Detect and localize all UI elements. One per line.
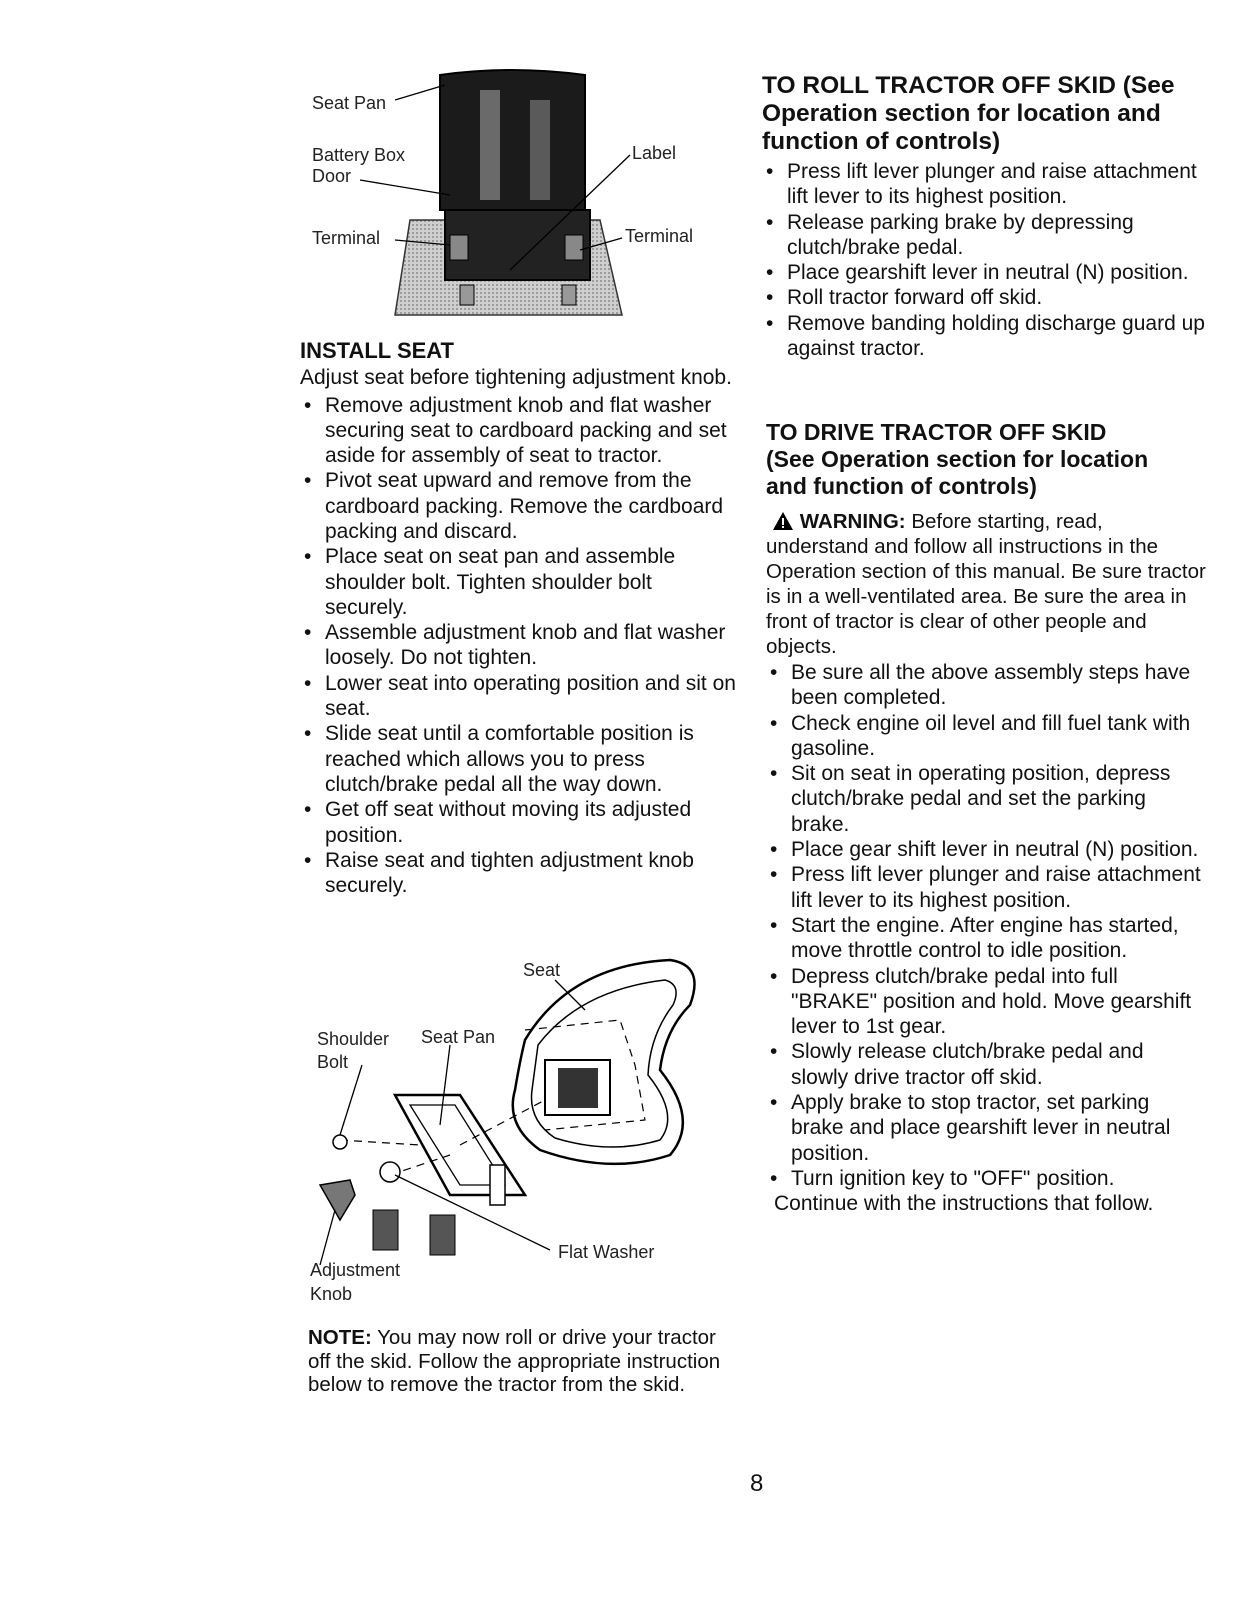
drive-off-heading-3: and function of controls) <box>766 473 1037 499</box>
drive-off-list <box>766 660 1206 1191</box>
list-item: • Get off seat without moving its adjusted position. <box>300 797 740 848</box>
drive-off-closing: Continue with the instructions that follow. <box>774 1192 1154 1216</box>
label-flat-washer: Flat Washer <box>558 1242 655 1262</box>
list-item: • Press lift lever plunger and raise attachment lift lever to its highest position. <box>762 159 1207 210</box>
label-label: Label <box>632 143 677 163</box>
list-item: • Be sure all the above assembly steps have been completed. <box>766 660 1206 711</box>
list-item: • Place gearshift lever in neutral (N) position. <box>762 260 1207 285</box>
label-seat-pan-2: Seat Pan <box>421 1027 496 1047</box>
list-item: • Lower seat into operating position and sit on seat. <box>300 671 740 722</box>
roll-off-section <box>762 72 1207 361</box>
install-seat-list <box>300 393 740 899</box>
list-item: • Release parking brake by depressing clutch/brake pedal. <box>762 210 1207 261</box>
label-battery-door: Door <box>312 166 352 186</box>
drive-off-heading-1: TO DRIVE TRACTOR OFF SKID <box>766 419 1107 445</box>
install-seat-heading: INSTALL SEAT <box>300 338 454 363</box>
list-item: • Place gear shift lever in neutral (N) position. <box>766 837 1206 862</box>
list-item: • Assemble adjustment knob and flat washer loosely. Do not tighten. <box>300 620 740 671</box>
install-seat-section <box>300 338 740 898</box>
roll-off-heading-3: function of controls) <box>762 128 1001 155</box>
seat-assembly-illustration <box>310 950 740 1310</box>
label-shoulder: Shoulder <box>317 1029 390 1049</box>
list-item: • Remove banding holding discharge guard up against tractor. <box>762 311 1207 362</box>
label-terminal-right: Terminal <box>625 226 694 246</box>
label-battery-box: Battery Box <box>312 145 406 165</box>
warning-block <box>766 509 1206 659</box>
list-item: • Raise seat and tighten adjustment knob securely. <box>300 848 740 899</box>
label-seat: Seat <box>523 960 561 980</box>
list-item: • Roll tractor forward off skid. <box>762 285 1207 310</box>
roll-off-list <box>762 159 1207 361</box>
list-item: • Press lift lever plunger and raise attachment lift lever to its highest position. <box>766 862 1206 913</box>
note-text: You may now roll or drive your tractor off the skid. Follow the appropriate instruction below to remove the tractor from the skid. <box>308 1326 721 1396</box>
label-bolt: Bolt <box>317 1052 349 1072</box>
install-seat-intro: Adjust seat before tightening adjustment knob. <box>300 366 732 389</box>
list-item: • Start the engine. After engine has started, move throttle control to idle position. <box>766 913 1206 964</box>
list-item: • Check engine oil level and fill fuel tank with gasoline. <box>766 711 1206 762</box>
warning-icon <box>772 511 794 531</box>
list-item: • Apply brake to stop tractor, set parking brake and place gearshift lever in neutral position. <box>766 1090 1206 1166</box>
warning-text: Before starting, read, understand and follow all instructions in the Operation section of this manual. Be sure tractor is in a well-ventilated area. Be sure the area in front of tractor is clear of other people and objects. <box>766 510 1206 658</box>
list-item: • Sit on seat in operating position, depress clutch/brake pedal and set the parking brake. <box>766 761 1206 837</box>
note-block <box>308 1326 740 1397</box>
drive-off-heading-2: (See Operation section for location <box>766 446 1149 472</box>
list-item: • Slide seat until a comfortable position is reached which allows you to press clutch/brake pedal all the way down. <box>300 721 740 797</box>
list-item: • Turn ignition key to "OFF" position. <box>766 1166 1206 1191</box>
label-terminal-left: Terminal <box>312 228 381 248</box>
page-number: 8 <box>750 1470 764 1497</box>
battery-figure <box>300 60 740 340</box>
label-knob: Knob <box>310 1284 353 1304</box>
drive-off-section <box>766 419 1206 1217</box>
roll-off-heading-2: Operation section for location and <box>762 100 1161 127</box>
roll-off-heading-1: TO ROLL TRACTOR OFF SKID (See <box>762 72 1175 99</box>
warning-label: WARNING: <box>799 510 906 533</box>
label-adjustment: Adjustment <box>310 1260 401 1280</box>
seat-figure <box>310 950 740 1310</box>
label-seat-pan: Seat Pan <box>312 93 387 113</box>
list-item: • Remove adjustment knob and flat washer securing seat to cardboard packing and set aside for assembly of seat to tractor. <box>300 393 740 469</box>
note-label: NOTE: <box>308 1326 372 1349</box>
list-item: • Depress clutch/brake pedal into full "BRAKE" position and hold. Move gearshift lever to 1st gear. <box>766 964 1206 1040</box>
list-item: • Pivot seat upward and remove from the cardboard packing. Remove the cardboard packing and discard. <box>300 468 740 544</box>
list-item: • Place seat on seat pan and assemble shoulder bolt. Tighten shoulder bolt securely. <box>300 544 740 620</box>
list-item: • Slowly release clutch/brake pedal and slowly drive tractor off skid. <box>766 1039 1206 1090</box>
